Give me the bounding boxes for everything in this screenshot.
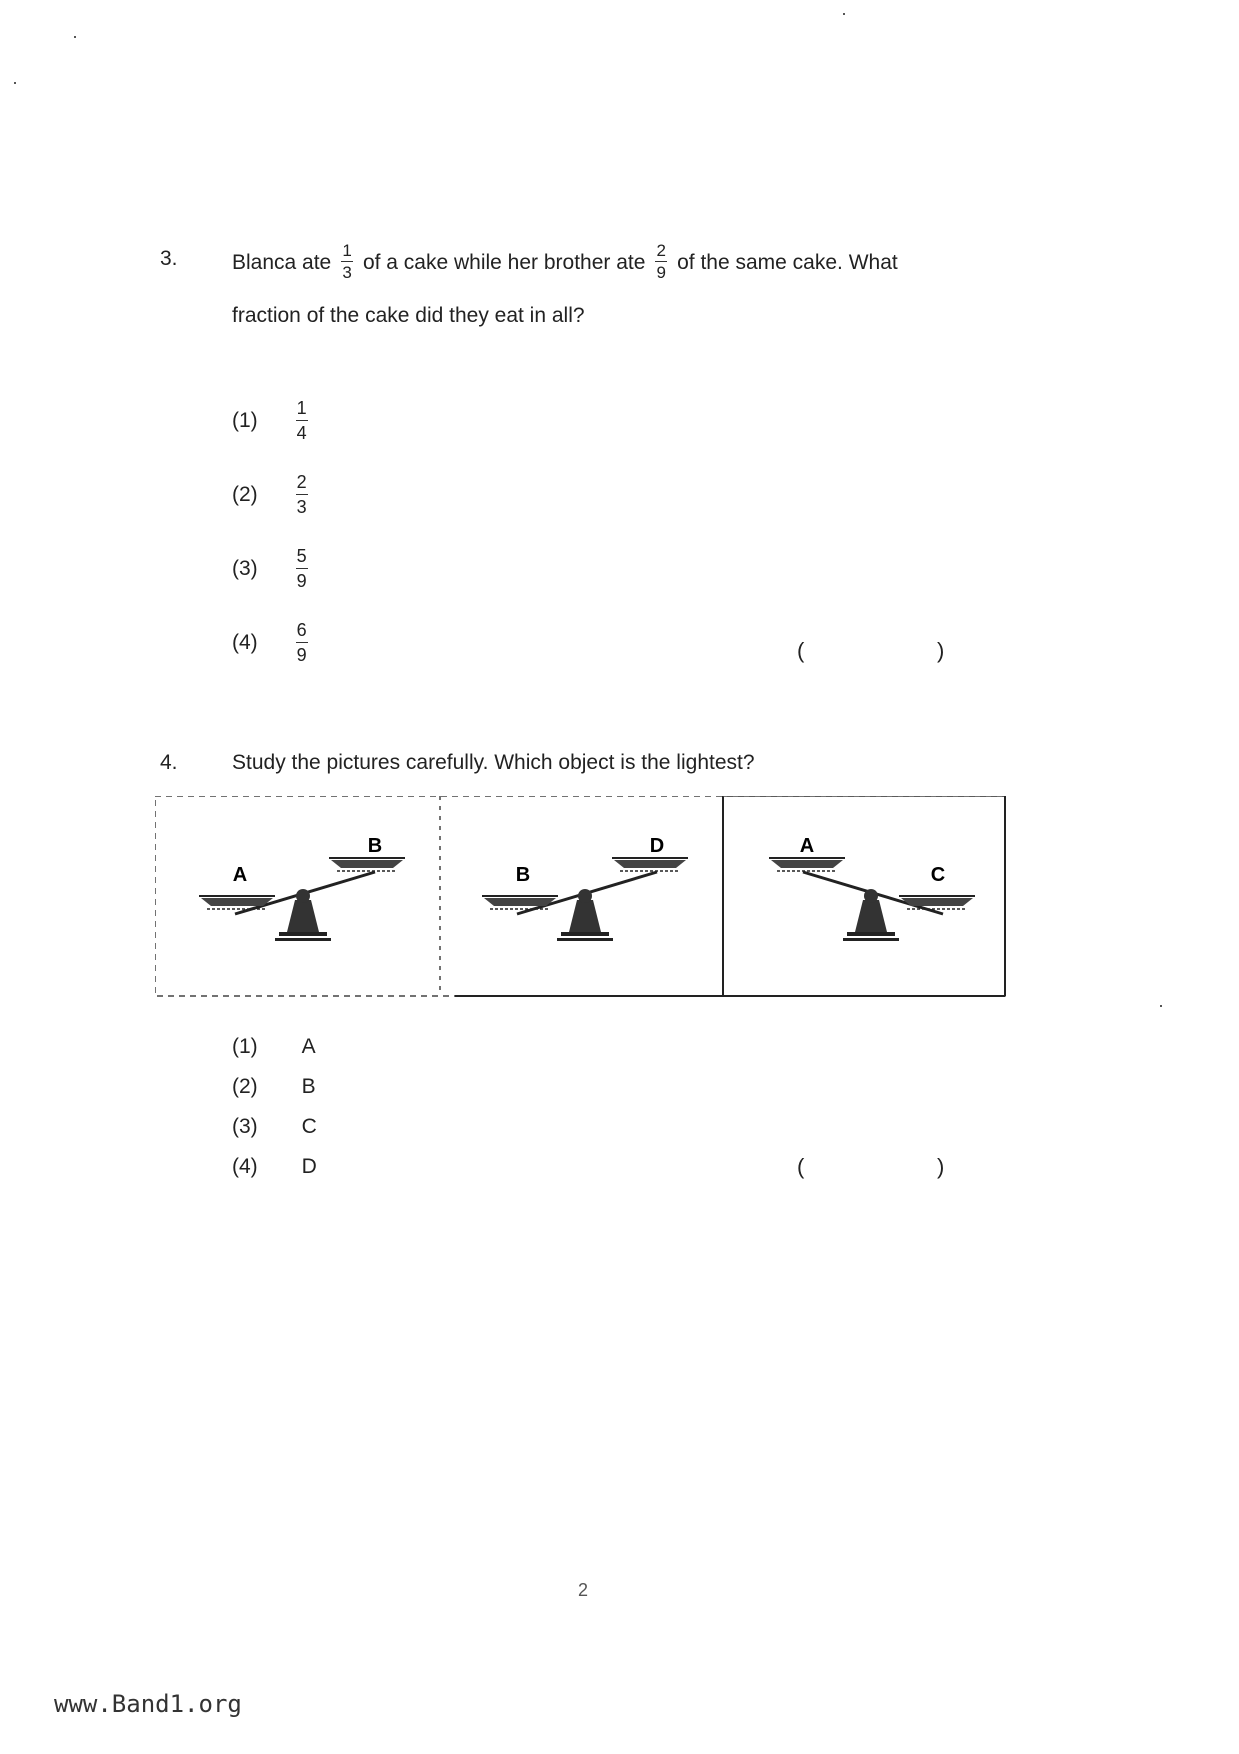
scale-3-right-label: C	[930, 864, 946, 886]
scale-1-right-label: B	[367, 835, 383, 857]
scan-speck	[1160, 1005, 1162, 1007]
q3-option-4[interactable]: (4) $\frac{6}{9}$	[232, 620, 307, 665]
fraction-two-ninths: $\frac{2}{9}$	[656, 241, 667, 282]
q3-answer-blank[interactable]	[810, 638, 935, 664]
q4-answer-blank[interactable]	[810, 1154, 935, 1180]
scale-panel-2	[482, 835, 688, 941]
q3-option-3[interactable]: (3) $\frac{5}{9}$	[232, 546, 307, 591]
question-4-number: 4.	[160, 751, 178, 774]
scale-panel-3	[769, 835, 975, 941]
scale-3-left-label: A	[799, 835, 815, 857]
scan-speck	[14, 82, 16, 84]
q3-answer-close-paren: )	[937, 638, 945, 663]
q3-option-1[interactable]: (1) $\frac{1}{4}$	[232, 398, 307, 443]
q4-answer-open-paren: (	[797, 1154, 805, 1179]
q4-option-1[interactable]: (1) A	[232, 1035, 316, 1058]
fraction-one-third: $\frac{1}{3}$	[342, 241, 352, 282]
q4-option-2[interactable]: (2) B	[232, 1075, 316, 1098]
question-4-text: Study the pictures carefully. Which object is the lightest?	[232, 751, 755, 774]
q4-option-3[interactable]: (3) C	[232, 1115, 317, 1138]
scan-speck	[843, 13, 845, 15]
scan-speck	[74, 36, 76, 38]
q4-answer-close-paren: )	[937, 1154, 945, 1179]
question-3-line-2: fraction of the cake did they eat in all?	[232, 304, 585, 327]
scale-2-right-label: D	[649, 835, 665, 857]
scale-panel-1	[199, 835, 405, 941]
q4-option-4[interactable]: (4) D	[232, 1155, 317, 1178]
q3-answer-open-paren: (	[797, 638, 805, 663]
question-3-number: 3.	[160, 247, 178, 270]
scale-2-left-label: B	[515, 864, 531, 886]
balance-scales-figure	[155, 796, 1015, 1008]
footer-url: www.Band1.org	[54, 1690, 242, 1718]
page-number: 2	[578, 1580, 589, 1600]
scale-1-left-label: A	[232, 864, 248, 886]
question-3-line-1: Blanca ate $\frac{1}{3}$ of a cake while her brother ate $\frac{2}{9}$ of the same cake. What	[232, 241, 898, 282]
q3-option-2[interactable]: (2) $\frac{2}{3}$	[232, 472, 307, 517]
